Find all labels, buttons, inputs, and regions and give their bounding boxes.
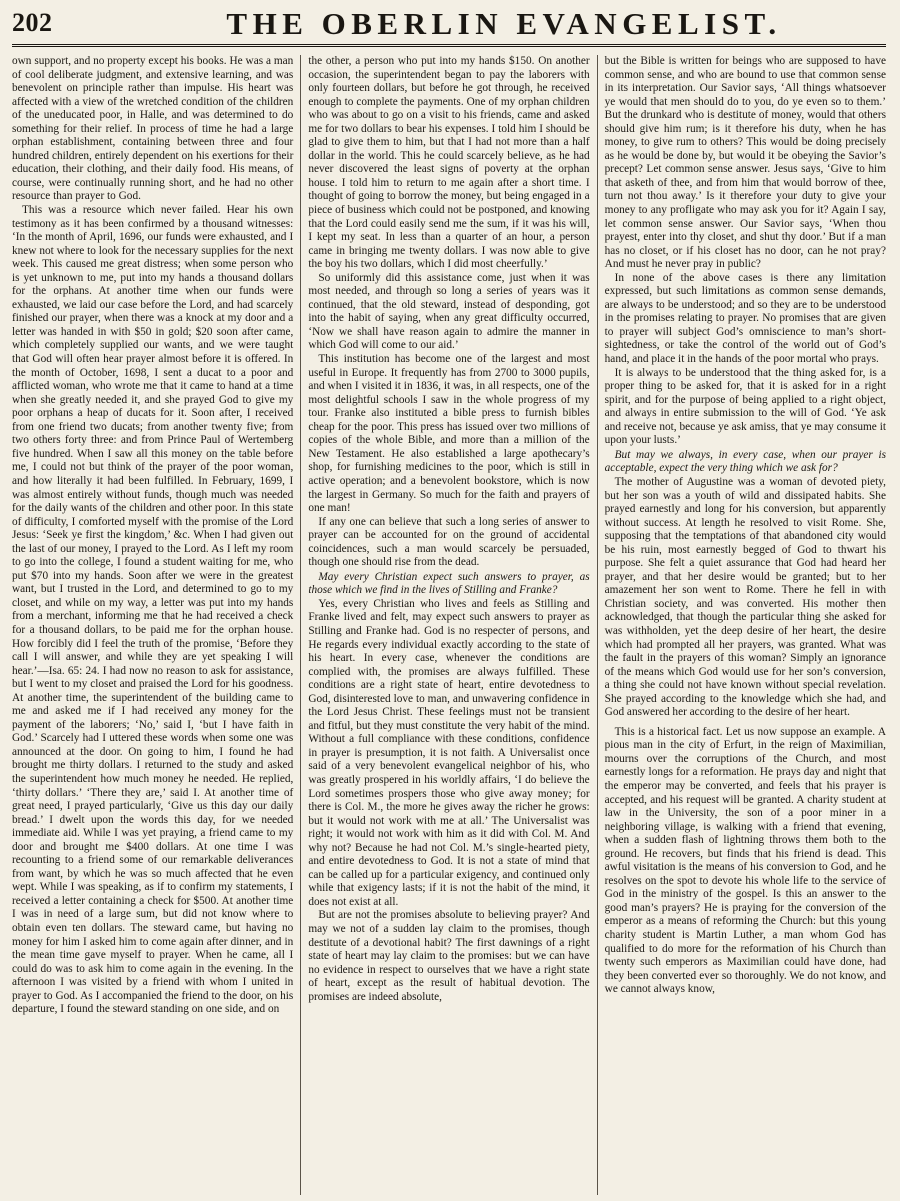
paragraph: This institution has become one of the largest and most useful in Europe. It frequently has from 2700 to 3000 pupils, and when I visited it in 1836, it was, in all respects, one of the most delightful schools I saw in the whole progress of my tour. Franke also instituted a bible press to furnish bibles cheap for the poor. This press has issued over two millions of copies of the whole Bible, and more than a million of the New Testament. He also established a large apothecary’s shop, for furnishing medicines to the poor, which is still in active operation; and a benevolent bookstore, which is now the largest in Germany. So much for the faith and prayers of one man! [308,353,590,515]
column-1 [12,55,300,1195]
column-3 [597,55,886,1195]
paragraph: If any one can believe that such a long series of answer to prayer can be accounted for on the ground of accidental coincidences, such a man would scarcely be persuaded, though one should rise from the dead. [308,515,590,569]
text-columns [12,55,886,1195]
paragraph: In none of the above cases is there any limitation expressed, but such limitations as common sense demands, are always to be understood; and so they are to be understood in the promises relating to prayer. No promises that are given to prayer will subject God’s omniscience to man’s short-sightedness, or take the control of the world out of God’s hand, and place it in the hands of the poor mortal who prays. [604,271,886,366]
section-question: May every Christian expect such answers to prayer, as those which we find in the lives of Stilling and Franke? [308,570,590,597]
paragraph: But are not the promises absolute to believing prayer? And may we not of a sudden lay claim to the promises, though destitute of a devotional habit? The first dawnings of a right state of heart may lay claim to the promises: but we can have no evidence in respect to ourselves that we have a right state of heart, except as the result of habitual devotion. The promises are indeed absolute, [308,909,590,1003]
paragraph: own support, and no property except his books. He was a man of cool deliberate judgment, and extensive learning, and was benevolent on principle rather than impulse. His heart was affected with a view of the wretched condition of the children of the uneducated poor, in Halle, and was determined to do something for their relief. In process of time he had a large orphan establishment, containing between three and four hundred children, entirely dependent on his exertions for their education, their clothing, and their daily food. His means, of course, were continually running short, and he had no other resource than prayer to God. [12,55,294,203]
paragraph: So uniformly did this assistance come, just when it was most needed, and through so long a series of years was it continued, that the old steward, instead of desponding, got into the habit of saying, when any great difficulty occurred, ‘Now we shall have reason again to admire the manner in which God will come to our aid.’ [308,271,590,352]
paragraph: This was a resource which never failed. Hear his own testimony as it has been confirmed by a thousand witnesses: ‘In the month of April, 1696, our funds were exhausted, and I knew not where to look for the necessary supplies for the next week. This caused me great distress; when some person who is yet unknown to me, put into my hands a thousand dollars for the orphans. At another time when our funds were exhausted, we laid our case before the Lord, and had scarcely finished our prayer, when there was a knock at my door and a letter was handed in with $50 in gold; $20 soon after came, which completely supplied our wants, and we were taught that God will often hear prayer almost before it is offered. In the month of October, 1698, I sent a ducat to a poor and afflicted woman, who wrote me that it came to hand at a time when she greatly needed it, and she prayed God to give my poor orphans a heap of ducats for it. Soon after, I received from one friend two ducats; from another twenty five; from two others forty three: and from Prince Paul of Wertemberg five hundred. When I saw all this money on the table before me, I could not but think of the prayer of the poor woman, and how literally it had been fulfilled. In February, 1699, I was almost entirely without funds, though much was needed for the daily wants of the children and other poor. In this state of difficulty, I comforted myself with the promise of the Lord Jesus: ‘Seek ye first the kingdom,’ &c. When I had given out the last of our money, I prayed to the Lord. As I left my room to go into the college, I found a student waiting for me, who put $70 into my hands. Soon after we were in the greatest want, but I trusted in the Lord, and determined to go to my closet, and while on my way, a letter was put into my hands from a merchant, informing me that he had received a check for a thousand dollars, to be paid me for the orphan house. How forcibly did I feel the truth of the promise, ‘Before they call I will answer, and while they are yet speaking I will hear.’—Isa. 65: 24. I had now no reason to ask for assistance, but I went to my closet and praised the Lord for his goodness. At another time, the superintendent of the building came to me and asked me if I had received any money for the payment of the laborers; ‘No,’ said I, ‘but I have faith in God.’ Scarcely had I uttered these words when some one was announced at the door. On going to him, I found he had brought me thirty dollars. I returned to the study and asked the superintendent how much money he needed. He replied, ‘thirty dollars.’ ‘There they are,’ said I. At another time of great need, I prayed particularly, ‘Give us this day our daily bread.’ I dwelt upon the words this day, for we needed immediate aid. While I was yet praying, a friend came to my door and brought me $400 dollars. At one time I was recounting to a friend some of our remarkable deliverances from want, by which he was so much affected that he even wept. While I was speaking, as if to confirm my statements, I received a letter containing a check for $500. At another time I was in need of a large sum, but did not know where to obtain even ten dollars. The steward came, but having no money for him I asked him to come again after dinner, and in the mean time gave myself to prayer. When he came, all I could do was to ask him to come again in the evening. In the afternoon I was visited by a friend with whom I united in prayer to God. As I accompanied the friend to the door, on his departure, I found the steward standing on one side, and on [12,204,294,1016]
paragraph: Yes, every Christian who lives and feels as Stilling and Franke lived and felt, may expect such answers to prayer as Stilling and Franke had. God is no respecter of persons, and He regards every individual exactly according to the state of his heart. In every case, whenever the conditions are complied with, the promises are always fulfilled. These conditions are a right state of heart, entire devotedness to God, disinterested love to man, and unwavering confidence in the Lord Jesus Christ. These feelings must not be transient and fitful, but they must constitute the very habit of the mind. Without a full compliance with these conditions, confidence in prayer is presumption, it is not faith. A Universalist once said of a very benevolent evangelical neighbor of his, who was greatly prospered in his worldly affairs, ‘I do believe the Lord sometimes prospers those who give away money; for there is Col. M., the more he gives away the richer he grows: but it would not work with me at all.’ The Universalist was right; it would not work with him as it did with Col. M. And why not? Because he had not Col. M.’s single-hearted piety, and entire devotedness to God. It is not a state of mind that can be called up for a particular exigency, and continued only while that exigency lasts; if it is not the habit of the mind, it does not exist at all. [308,597,590,908]
paragraph: but the Bible is written for beings who are supposed to have common sense, and who are bound to use that common sense in its interpretation. Our Savior says, ‘All things whatsoever ye would that men should do to you, do ye even so to them.’ But the drunkard who is destitute of money, would that others should give him rum; is it therefore his duty, when he has money, to give rum to others? This would be doing precisely as he would be done by, but would it be obeying the Savior’s precept? Let common sense answer. Jesus says, ‘Give to him that asketh of thee, and from him that would borrow of thee, turn not thou away.’ Is it therefore your duty to give your money to any profligate who may ask you for it? Again I say, let common sense answer. Our Savior says, ‘When thou prayest, enter into thy closet, and shut thy door.’ But if a man has no closet, or if his closet has no door, can he not pray? And must he never pray in public? [604,55,886,271]
paragraph: the other, a person who put into my hands $150. On another occasion, the superintendent began to pay the laborers with only fourteen dollars, but before he got through, he received enough to complete the payments. One of my orphan children who was about to go on a visit to his friends, came and asked me for two dollars to bear his expenses. I told him I should be glad to give them to him, but that I had not more than a half dollar in the world. This he could scarcely believe, as he had never discovered the least signs of poverty at the orphan house. I told him to return to me again after a short time. I thought of going to borrow the money, but being engaged in a piece of business which could not be postponed, and knowing that the Lord could easily send me the sum, if it was his will, I kept my seat. In less than a quarter of an hour, a person came in bringing me twenty dollars. I was now able to give the boy his two dollars, which I did most cheerfully.’ [308,55,590,271]
running-title: THE OBERLIN EVANGELIST. [226,6,782,41]
paragraph: This is a historical fact. Let us now suppose an example. A pious man in the city of Erfurt, in the reign of Maximilian, mourns over the corruptions of the Church, and most earnestly longs for a reformation. He prays day and night that the emperor may be converted, and feels that his prayer is accepted, and his request will be granted. A charity student at law in the University, the son of a poor miner in a neighboring village, is walking with a friend that evening, when a sudden flash of lightning throws them both to the ground. He recovers, but finds that his friend is dead. This awful visitation is the means of his conversion to God, and he resolves on the spot to devote his whole life to the service of God in the ministry of the gospel. Is this an answer to the good man’s prayers? He is praying for the conversion of the emperor as a means of reforming the Church: but this young charity student is Martin Luther, a man whom God has qualified to do more for the reformation of his Church than twenty such emperors as Maximilian could have done, had they been converted ever so thoroughly. We do not know, and we cannot always know, [604,725,886,996]
paragraph: The mother of Augustine was a woman of devoted piety, but her son was a youth of wild and dissipated habits. She prayed earnestly and long for his conversion, but apparently without success. At length he resolved to visit Rome. She, supposing that the temptations of that abandoned city would be his ruin, most earnestly begged of God to thwart his purpose. She felt a quiet assurance that God had heard her prayer, and that her desire would be granted; but to her amazement her son went to Rome. There he fell in with Christian society, and was converted. His mother then acknowledged, that though the particular thing she asked for was withholden, yet the deep desire of her heart, the desire which had prompted all her prayers, was granted. What was the fault in the prayers of this woman? Simply an ignorance of the means which God would use for her son’s conversion, a thing she could not have known without special revelation. She prayed according to the knowledge which she had, and God answered her according to the desire of her heart. [604,475,886,719]
section-question: But may we always, in every case, when our prayer is acceptable, expect the very thing which we ask for? [604,448,886,475]
page-number: 202 [12,8,53,37]
column-2 [300,55,596,1195]
paragraph: It is always to be understood that the thing asked for, is a proper thing to be asked for, that it is asked for in a right spirit, and for the purpose of being applied to a right object, and always in entire submission to the will of God. ‘Ye ask and receive not, because ye ask amiss, that ye may consume it upon your lusts.’ [604,366,886,447]
masthead [12,6,886,47]
